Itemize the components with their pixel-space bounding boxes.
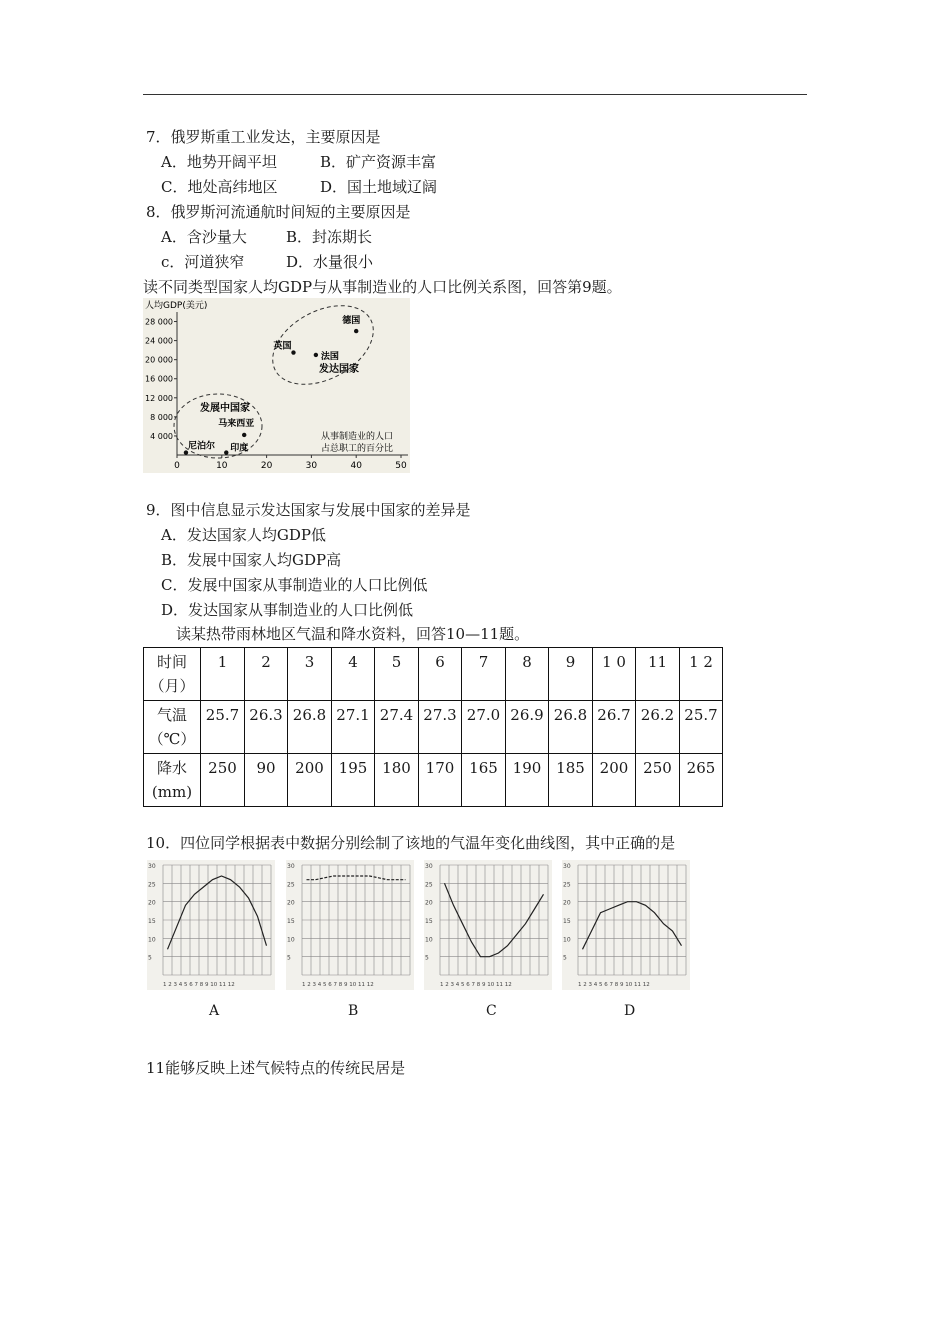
table-cell: 195 bbox=[332, 754, 375, 807]
table-cell: 1 bbox=[201, 648, 245, 701]
table-cell: 265 bbox=[680, 754, 723, 807]
mini-y-tick-label: 10 bbox=[287, 936, 295, 944]
mini-y-tick-label: 20 bbox=[148, 899, 156, 907]
mini-chart-svg bbox=[562, 860, 690, 990]
scatter-point-label: 印度 bbox=[230, 443, 249, 454]
group-label-developing: 发展中国家 bbox=[200, 403, 250, 414]
mini-x-axis-label: 1 2 3 4 5 6 7 8 9 10 11 12 bbox=[302, 982, 374, 988]
table-cell: 25.7 bbox=[201, 701, 245, 754]
temperature-chart-a[interactable] bbox=[147, 860, 275, 990]
mini-chart-svg bbox=[286, 860, 414, 990]
climate-table bbox=[143, 647, 723, 807]
q9-option-d: D．发达国家从事制造业的人口比例低 bbox=[161, 601, 414, 619]
table-cell: 2 bbox=[245, 648, 288, 701]
table-cell: 27.4 bbox=[375, 701, 419, 754]
scatter-point-label: 马来西亚 bbox=[218, 418, 255, 429]
q8-option-d: D．水量很小 bbox=[286, 253, 374, 271]
scatter-x-tick-label: 40 bbox=[350, 461, 362, 471]
mini-y-tick-label: 10 bbox=[148, 936, 156, 944]
mini-y-tick-label: 30 bbox=[563, 863, 571, 870]
table-cell: 27.0 bbox=[462, 701, 506, 754]
scatter-point bbox=[224, 450, 228, 454]
mini-y-tick-label: 20 bbox=[287, 899, 295, 907]
temperature-chart-d[interactable] bbox=[562, 860, 690, 990]
row-header-line2: （℃） bbox=[148, 730, 196, 748]
row-header-line1: 气温 bbox=[156, 706, 187, 724]
table-cell: 27.1 bbox=[332, 701, 375, 754]
table-cell: 11 bbox=[636, 648, 680, 701]
chart-caption: A bbox=[209, 1003, 220, 1019]
mini-y-tick-label: 25 bbox=[563, 881, 571, 889]
q10-intro: 读某热带雨林地区气温和降水资料，回答10—11题。 bbox=[176, 625, 530, 643]
scatter-point-label: 德国 bbox=[342, 316, 361, 327]
scatter-point-label: 尼泊尔 bbox=[187, 441, 215, 452]
mini-y-tick-label: 5 bbox=[563, 954, 567, 962]
mini-y-tick-label: 25 bbox=[425, 881, 433, 889]
mini-y-tick-label: 25 bbox=[148, 881, 156, 889]
table-cell: 1 0 bbox=[593, 648, 636, 701]
mini-y-tick-label: 30 bbox=[425, 863, 433, 870]
table-row bbox=[144, 754, 723, 807]
scatter-x-label-2: 占总职工的百分比 bbox=[321, 444, 394, 454]
row-header bbox=[144, 754, 201, 807]
table-cell: 200 bbox=[593, 754, 636, 807]
scatter-y-tick-label: 12 000 bbox=[145, 393, 173, 403]
q7-stem: 7．俄罗斯重工业发达，主要原因是 bbox=[146, 128, 381, 146]
header-rule bbox=[143, 94, 807, 95]
table-cell: 4 bbox=[332, 648, 375, 701]
mini-y-tick-label: 5 bbox=[287, 954, 291, 962]
temperature-chart-b[interactable] bbox=[286, 860, 414, 990]
q9-intro: 读不同类型国家人均GDP与从事制造业的人口比例关系图，回答第9题。 bbox=[143, 278, 622, 296]
table-cell: 26.2 bbox=[636, 701, 680, 754]
scatter-x-tick-label: 20 bbox=[260, 461, 273, 471]
table-cell: 165 bbox=[462, 754, 506, 807]
scatter-point bbox=[354, 329, 358, 333]
temperature-chart-c[interactable] bbox=[424, 860, 552, 990]
mini-y-tick-label: 10 bbox=[425, 936, 433, 944]
mini-y-tick-label: 20 bbox=[563, 899, 571, 907]
q11-stem: 11能够反映上述气候特点的传统民居是 bbox=[146, 1059, 406, 1077]
table-cell: 7 bbox=[462, 648, 506, 701]
mini-y-tick-label: 30 bbox=[148, 863, 156, 870]
table-cell: 250 bbox=[636, 754, 680, 807]
row-header-line2: (mm) bbox=[151, 783, 193, 801]
scatter-point-label: 英国 bbox=[273, 341, 292, 352]
table-cell: 8 bbox=[506, 648, 549, 701]
mini-y-tick-label: 30 bbox=[287, 863, 295, 870]
scatter-point bbox=[291, 350, 295, 354]
q10-stem: 10．四位同学根据表中数据分别绘制了该地的气温年变化曲线图，其中正确的是 bbox=[146, 834, 676, 852]
q8-stem: 8．俄罗斯河流通航时间短的主要原因是 bbox=[146, 203, 411, 221]
mini-y-tick-label: 25 bbox=[287, 881, 295, 889]
table-cell: 180 bbox=[375, 754, 419, 807]
scatter-y-label: 人均GDP(美元) bbox=[145, 301, 208, 311]
scatter-y-tick-label: 8 000 bbox=[150, 412, 173, 422]
table-cell: 1 2 bbox=[680, 648, 723, 701]
table-cell: 27.3 bbox=[419, 701, 462, 754]
table-cell: 26.8 bbox=[288, 701, 332, 754]
scatter-y-tick-label: 28 000 bbox=[145, 317, 173, 327]
table-cell: 26.7 bbox=[593, 701, 636, 754]
mini-y-tick-label: 15 bbox=[425, 918, 433, 925]
scatter-y-tick-label: 4 000 bbox=[150, 431, 173, 441]
q9-stem: 9．图中信息显示发达国家与发展中国家的差异是 bbox=[146, 501, 471, 519]
mini-x-axis-label: 1 2 3 4 5 6 7 8 9 10 11 12 bbox=[163, 982, 235, 988]
table-row bbox=[144, 648, 723, 701]
scatter-y-tick-label: 16 000 bbox=[145, 374, 173, 384]
mini-y-tick-label: 10 bbox=[563, 936, 571, 944]
scatter-y-tick-label: 20 000 bbox=[145, 355, 173, 365]
gdp-scatter-figure bbox=[143, 298, 410, 473]
q7-option-b: B．矿产资源丰富 bbox=[320, 153, 437, 171]
mini-y-tick-label: 5 bbox=[148, 954, 152, 962]
row-header-line2: （月） bbox=[149, 677, 195, 695]
table-cell: 26.3 bbox=[245, 701, 288, 754]
scatter-x-tick-label: 0 bbox=[174, 461, 180, 471]
table-cell: 190 bbox=[506, 754, 549, 807]
table-cell: 3 bbox=[288, 648, 332, 701]
q9-option-a: A．发达国家人均GDP低 bbox=[161, 526, 326, 544]
q8-option-b: B．封冻期长 bbox=[286, 228, 373, 246]
table-cell: 90 bbox=[245, 754, 288, 807]
table-cell: 6 bbox=[419, 648, 462, 701]
table-row bbox=[144, 701, 723, 754]
scatter-x-tick-label: 10 bbox=[216, 461, 228, 471]
q7-option-d: D．国土地域辽阔 bbox=[320, 178, 438, 196]
table-cell: 25.7 bbox=[680, 701, 723, 754]
row-header bbox=[144, 701, 201, 754]
table-cell: 9 bbox=[549, 648, 593, 701]
mini-y-tick-label: 5 bbox=[425, 954, 429, 962]
row-header bbox=[144, 648, 201, 701]
mini-x-axis-label: 1 2 3 4 5 6 7 8 9 10 11 12 bbox=[578, 982, 650, 988]
q7-option-c: C．地处高纬地区 bbox=[161, 178, 278, 196]
scatter-x-tick-label: 50 bbox=[395, 461, 407, 471]
q9-option-b: B．发展中国家人均GDP高 bbox=[161, 551, 342, 569]
group-label-developed: 发达国家 bbox=[319, 364, 359, 375]
mini-chart-svg bbox=[147, 860, 275, 990]
mini-y-tick-label: 15 bbox=[563, 918, 571, 925]
table-cell: 26.8 bbox=[549, 701, 593, 754]
scatter-point bbox=[242, 433, 246, 437]
q8-option-c: c．河道狭窄 bbox=[161, 253, 245, 271]
q8-option-a: A．含沙量大 bbox=[161, 228, 247, 246]
scatter-y-tick-label: 24 000 bbox=[145, 336, 173, 346]
table-cell: 250 bbox=[201, 754, 245, 807]
scatter-point bbox=[314, 353, 318, 357]
mini-y-tick-label: 15 bbox=[287, 918, 295, 925]
table-cell: 200 bbox=[288, 754, 332, 807]
mini-chart-svg bbox=[424, 860, 552, 990]
q7-option-a: A．地势开阔平坦 bbox=[161, 153, 277, 171]
row-header-line1: 降水 bbox=[156, 759, 187, 777]
table-cell: 170 bbox=[419, 754, 462, 807]
row-header-line1: 时间 bbox=[156, 653, 187, 671]
mini-y-tick-label: 20 bbox=[425, 899, 433, 907]
q9-option-c: C．发展中国家从事制造业的人口比例低 bbox=[161, 576, 428, 594]
scatter-x-tick-label: 30 bbox=[305, 461, 318, 471]
gdp-scatter-chart bbox=[143, 298, 410, 473]
table-cell: 5 bbox=[375, 648, 419, 701]
mini-y-tick-label: 15 bbox=[148, 918, 156, 925]
chart-caption: D bbox=[624, 1003, 636, 1019]
table-cell: 26.9 bbox=[506, 701, 549, 754]
table-cell: 185 bbox=[549, 754, 593, 807]
scatter-x-label-1: 从事制造业的人口 bbox=[321, 432, 394, 442]
chart-caption: B bbox=[348, 1003, 359, 1019]
scatter-point-label: 法国 bbox=[320, 351, 339, 362]
chart-caption: C bbox=[486, 1003, 497, 1019]
mini-x-axis-label: 1 2 3 4 5 6 7 8 9 10 11 12 bbox=[440, 982, 512, 988]
